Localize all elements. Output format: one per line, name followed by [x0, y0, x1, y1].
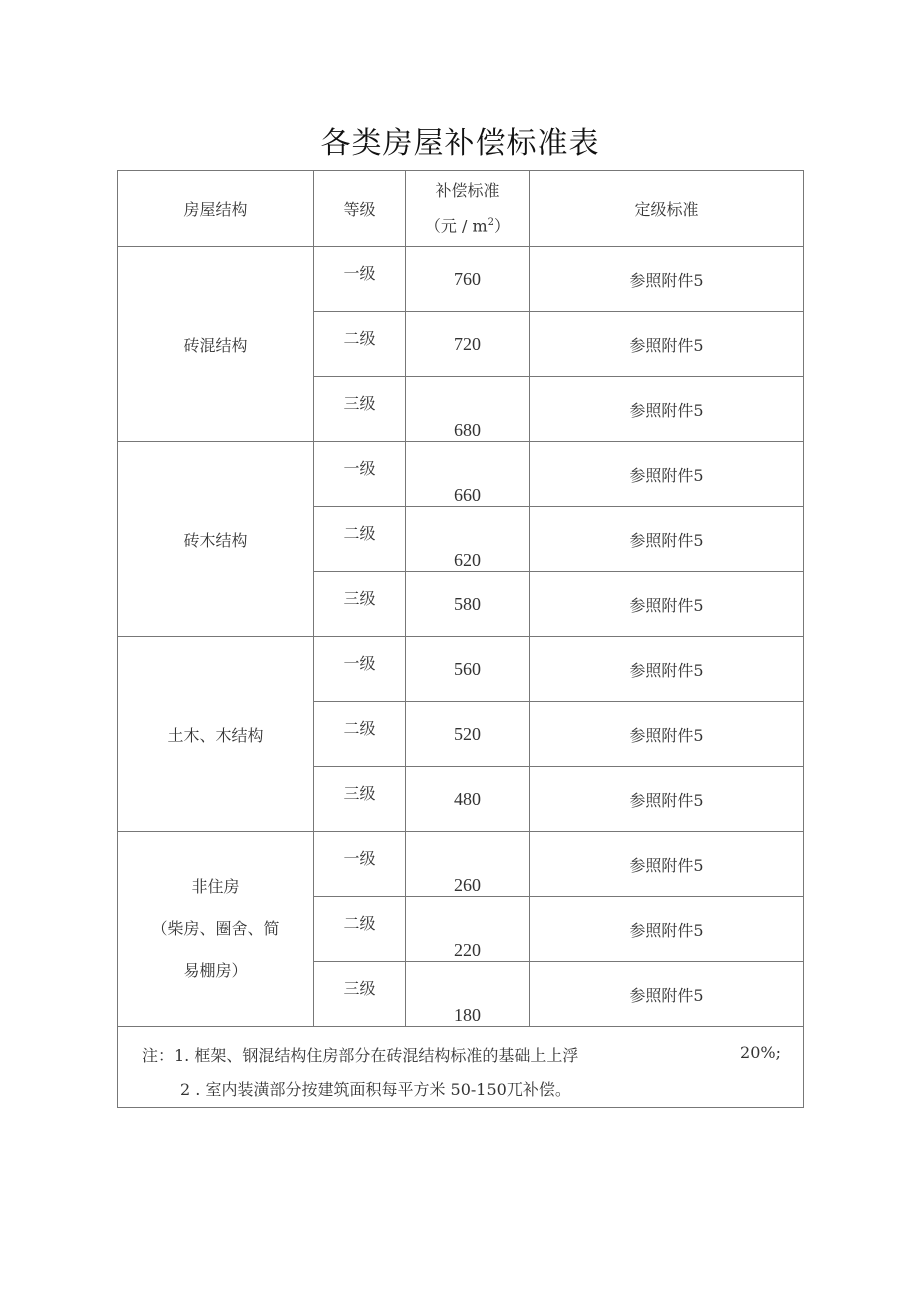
grade-cell: 一级 [314, 247, 406, 312]
price-cell: 220 [406, 897, 530, 962]
price-cell: 180 [406, 962, 530, 1027]
standard-cell: 参照附件5 [530, 702, 804, 767]
header-price [406, 171, 530, 247]
structure-cell: 非住房 （柴房、圈舍、简 易棚房） [118, 832, 314, 1027]
standard-cell: 参照附件5 [530, 377, 804, 442]
price-cell: 660 [406, 442, 530, 507]
price-cell: 260 [406, 832, 530, 897]
standard-cell: 参照附件5 [530, 247, 804, 312]
notes-row [118, 1027, 804, 1108]
table-row [118, 442, 804, 507]
grade-cell: 二级 [314, 507, 406, 572]
header-structure: 房屋结构 [118, 171, 314, 247]
standard-cell: 参照附件5 [530, 507, 804, 572]
grade-cell: 二级 [314, 897, 406, 962]
compensation-table [117, 170, 804, 1108]
price-cell: 680 [406, 377, 530, 442]
structure-cell: 土木、木结构 [118, 637, 314, 832]
table-row [118, 637, 804, 702]
grade-cell: 一级 [314, 442, 406, 507]
note-line-1: 注：1. 框架、钢混结构住房部分在砖混结构标准的基础上上浮 [142, 1046, 579, 1065]
page-title: 各类房屋补偿标准表 [320, 126, 600, 161]
table-header-row [118, 171, 804, 247]
standard-cell: 参照附件5 [530, 962, 804, 1027]
grade-cell: 一级 [314, 637, 406, 702]
standard-cell: 参照附件5 [530, 312, 804, 377]
price-cell: 480 [406, 767, 530, 832]
header-price-line2: （元 / $m^2$） [424, 216, 511, 236]
table-row [118, 247, 804, 312]
grade-cell: 三级 [314, 767, 406, 832]
note-line-2: 2 . 室内装潢部分按建筑面积每平方米 50-150兀补偿。 [180, 1080, 571, 1099]
grade-cell: 三级 [314, 377, 406, 442]
price-cell: 560 [406, 637, 530, 702]
price-cell: 580 [406, 572, 530, 637]
standard-cell: 参照附件5 [530, 832, 804, 897]
header-price-line1: 补偿标准 [435, 180, 500, 200]
note-line-1-percent: 20%; [740, 1043, 781, 1062]
standard-cell: 参照附件5 [530, 572, 804, 637]
price-cell: 520 [406, 702, 530, 767]
standard-cell: 参照附件5 [530, 767, 804, 832]
table-row [118, 832, 804, 897]
price-cell: 720 [406, 312, 530, 377]
grade-cell: 一级 [314, 832, 406, 897]
header-standard: 定级标准 [530, 171, 804, 247]
standard-cell: 参照附件5 [530, 637, 804, 702]
header-grade: 等级 [314, 171, 406, 247]
standard-cell: 参照附件5 [530, 442, 804, 507]
grade-cell: 三级 [314, 572, 406, 637]
structure-cell: 砖混结构 [118, 247, 314, 442]
price-cell: 620 [406, 507, 530, 572]
price-cell: 760 [406, 247, 530, 312]
standard-cell: 参照附件5 [530, 897, 804, 962]
grade-cell: 三级 [314, 962, 406, 1027]
notes-cell [118, 1027, 804, 1108]
structure-cell: 砖木结构 [118, 442, 314, 637]
grade-cell: 二级 [314, 702, 406, 767]
grade-cell: 二级 [314, 312, 406, 377]
